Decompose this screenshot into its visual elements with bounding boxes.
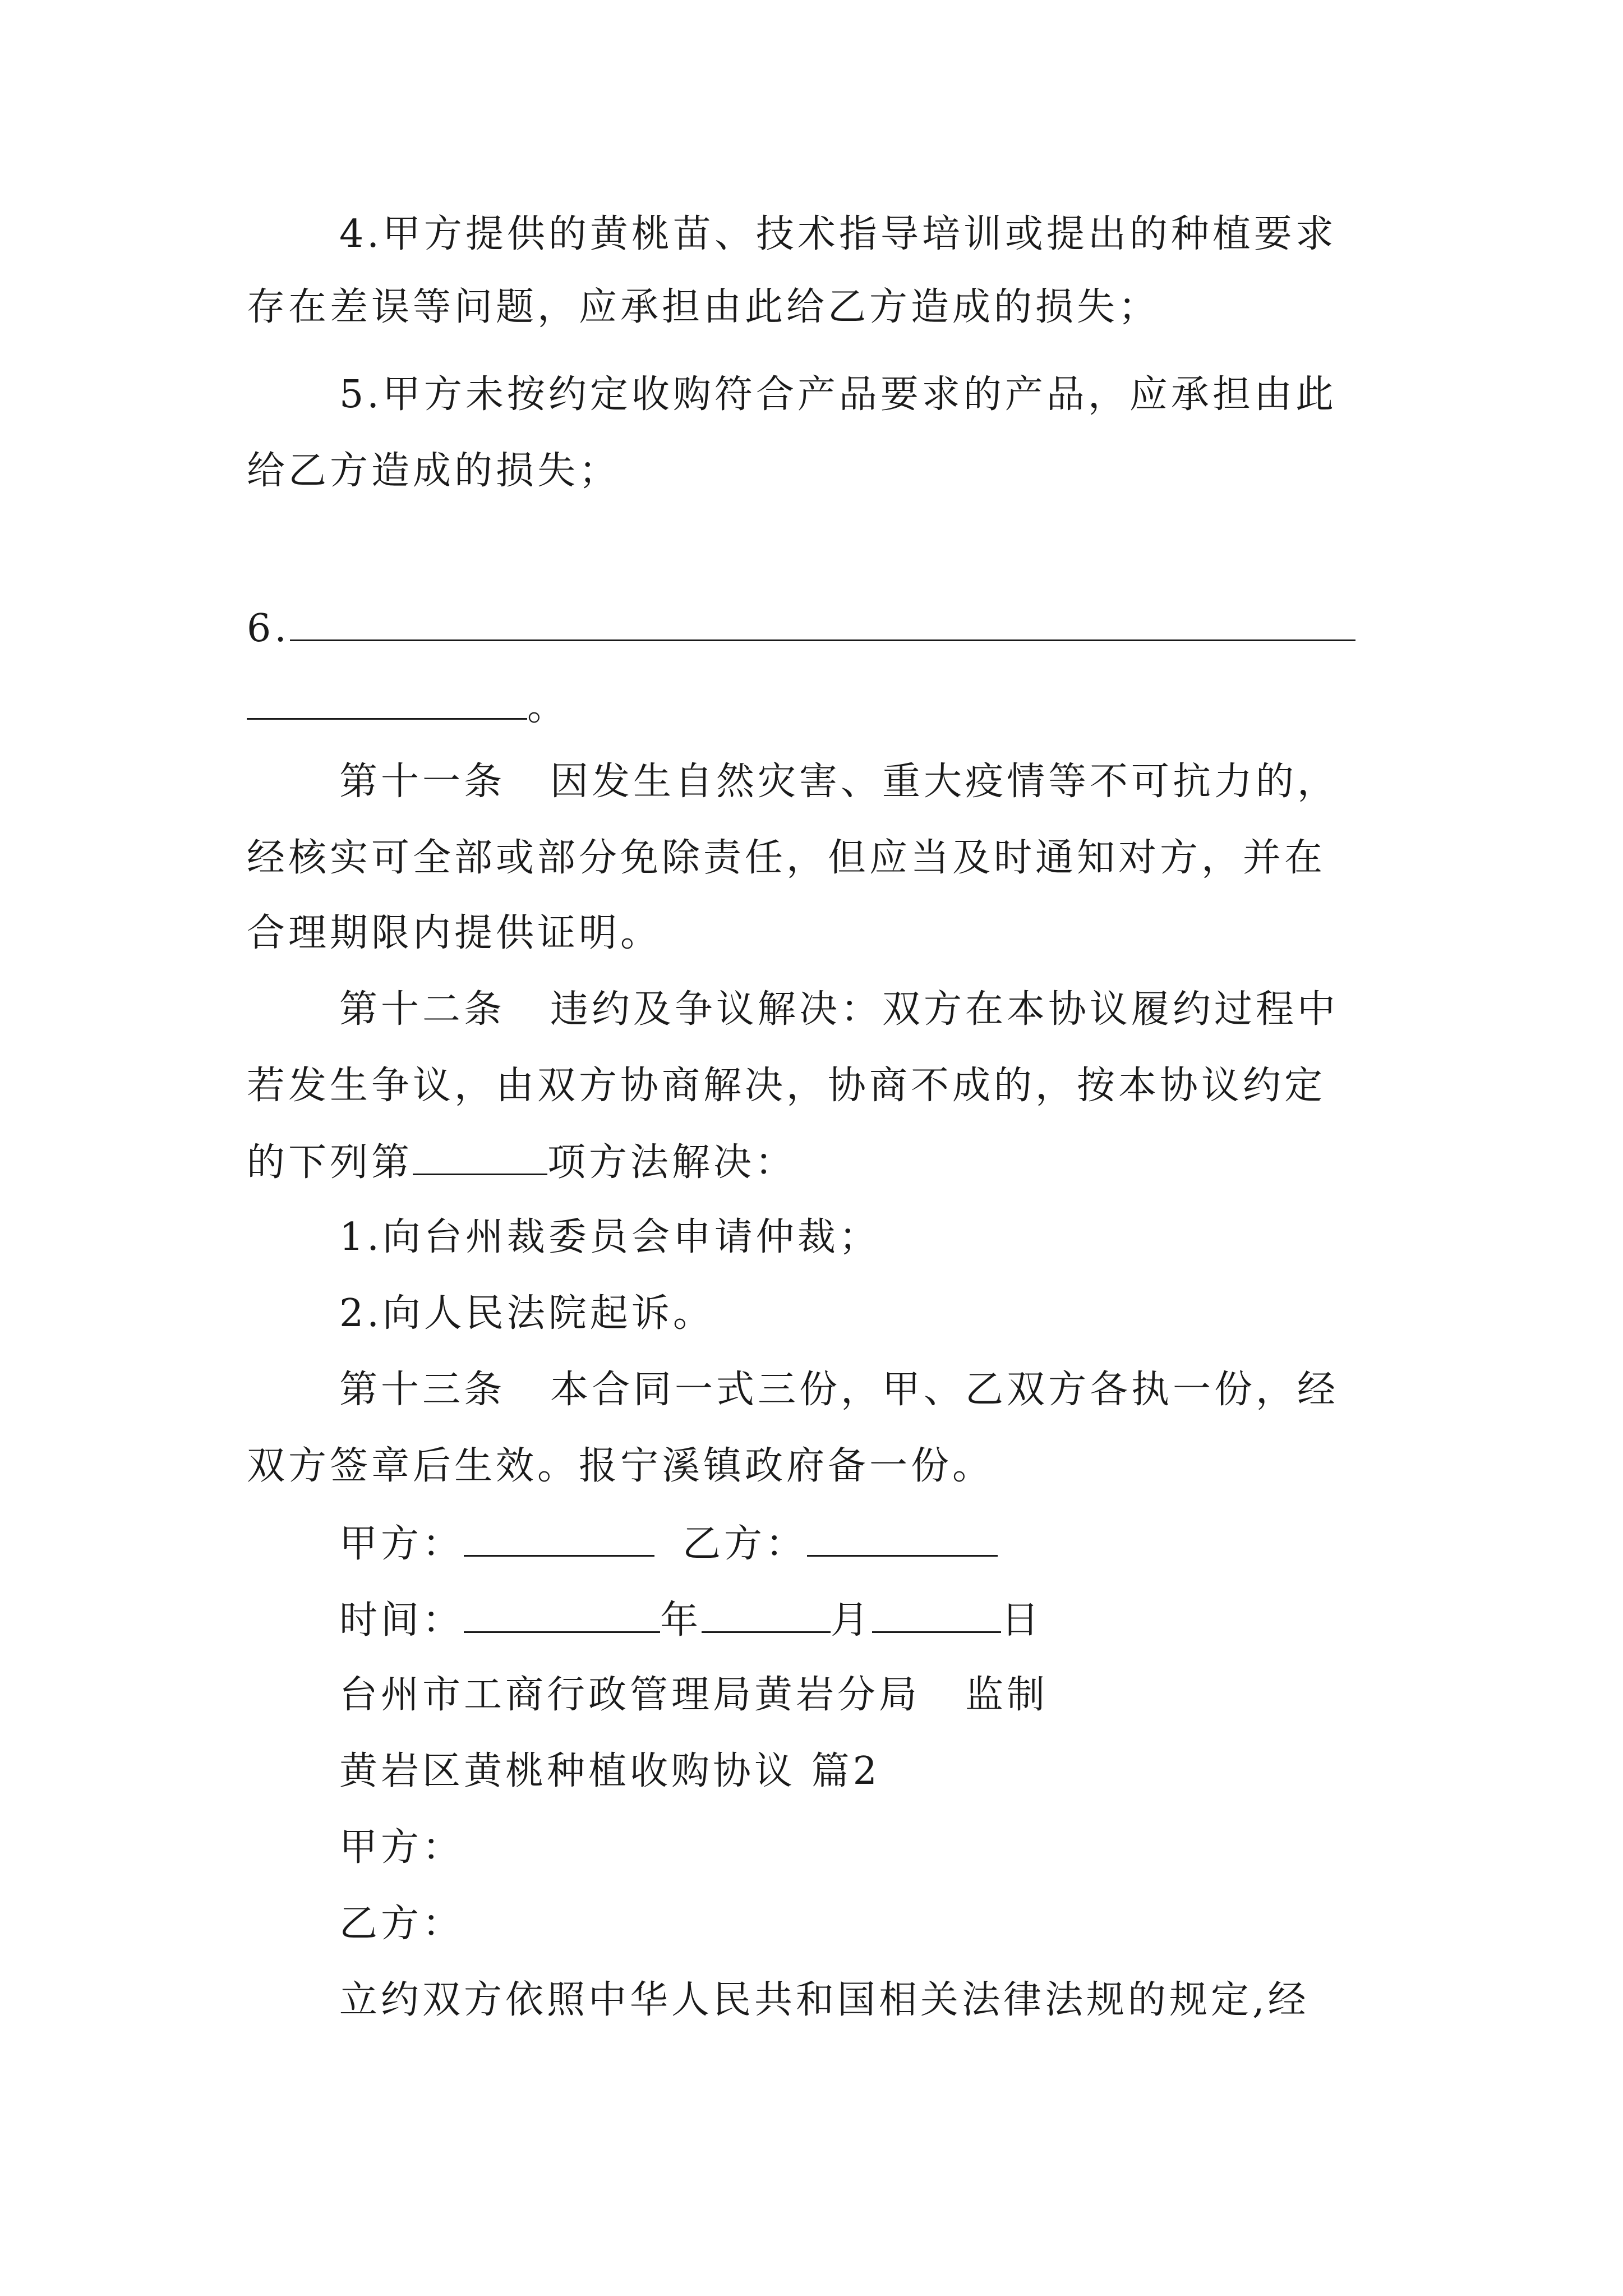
sign-party-b-label: 乙方： (683, 1522, 808, 1566)
article12-text3a: 的下列第 (247, 1140, 413, 1185)
date-month-blank (702, 1596, 831, 1633)
date-day-label: 日 (1001, 1598, 1043, 1642)
article12-line3 (247, 1139, 796, 1185)
article11-text1: 因发生自然灾害、重大疫情等不可抗力的， (550, 760, 1339, 804)
date-year-label: 年 (660, 1598, 702, 1642)
item6-blank (290, 605, 1355, 641)
item6-line2 (247, 683, 569, 730)
article12-text3b: 项方法解决： (547, 1140, 797, 1185)
article13-line2: 双方签章后生效。报宁溪镇政府备一份。 (247, 1444, 994, 1488)
date-line (339, 1596, 1043, 1643)
article13-heading: 第十三条 (339, 1368, 506, 1412)
article11-line1 (339, 760, 1339, 804)
item6-prefix: 6. (247, 606, 290, 651)
article12-option1: 1.向台州裁委员会申请仲裁； (339, 1215, 880, 1259)
item5-line1: 5.甲方未按约定收购符合产品要求的产品，应承担由此 (339, 372, 1337, 417)
article11-heading: 第十一条 (339, 760, 506, 804)
sign-party-a-label: 甲方： (339, 1522, 464, 1566)
agreement2-party-a: 甲方： (339, 1825, 464, 1870)
item4-line2: 存在差误等问题，应承担由此给乙方造成的损失； (247, 285, 1160, 329)
date-label: 时间： (339, 1598, 464, 1642)
agreement2-party-b: 乙方： (339, 1902, 464, 1946)
supervisor-line (339, 1673, 1048, 1718)
article12-line1 (339, 987, 1339, 1032)
agreement2-intro: 立约双方依照中华人民共和国相关法律法规的规定,经 (339, 1978, 1310, 2022)
article11-line2: 经核实可全部或部分免除责任，但应当及时通知对方，并在 (247, 836, 1326, 880)
article12-option2: 2.向人民法院起诉。 (339, 1291, 714, 1336)
item4-line1: 4.甲方提供的黄桃苗、技术指导培训或提出的种植要求 (339, 212, 1337, 256)
date-year-blank (464, 1596, 660, 1633)
date-day-blank (872, 1596, 1001, 1633)
date-month-label: 月 (831, 1598, 873, 1642)
item5-line2: 给乙方造成的损失； (247, 449, 621, 493)
signature-line (339, 1520, 998, 1567)
article13-text1: 本合同一式三份，甲、乙双方各执一份，经 (550, 1368, 1339, 1412)
article12-heading: 第十二条 (339, 987, 506, 1032)
item6-blank-continued (247, 683, 527, 720)
supervisor-suffix: 监制 (965, 1673, 1049, 1717)
sign-party-a-blank (464, 1520, 654, 1557)
article12-option-blank (413, 1139, 547, 1175)
agreement2-title: 黄岩区黄桃种植收购协议 篇2 (339, 1749, 880, 1793)
article12-text1: 违约及争议解决：双方在本协议履约过程中 (550, 987, 1339, 1032)
article13-line1 (339, 1368, 1339, 1412)
item6-line1 (247, 605, 1355, 651)
item6-end: 。 (527, 685, 569, 729)
article12-line2: 若发生争议，由双方协商解决，协商不成的，按本协议约定 (247, 1064, 1326, 1108)
sign-party-b-blank (807, 1520, 998, 1557)
supervisor-name: 台州市工商行政管理局黄岩分局 (339, 1673, 921, 1717)
article11-line3: 合理期限内提供证明。 (247, 911, 662, 955)
